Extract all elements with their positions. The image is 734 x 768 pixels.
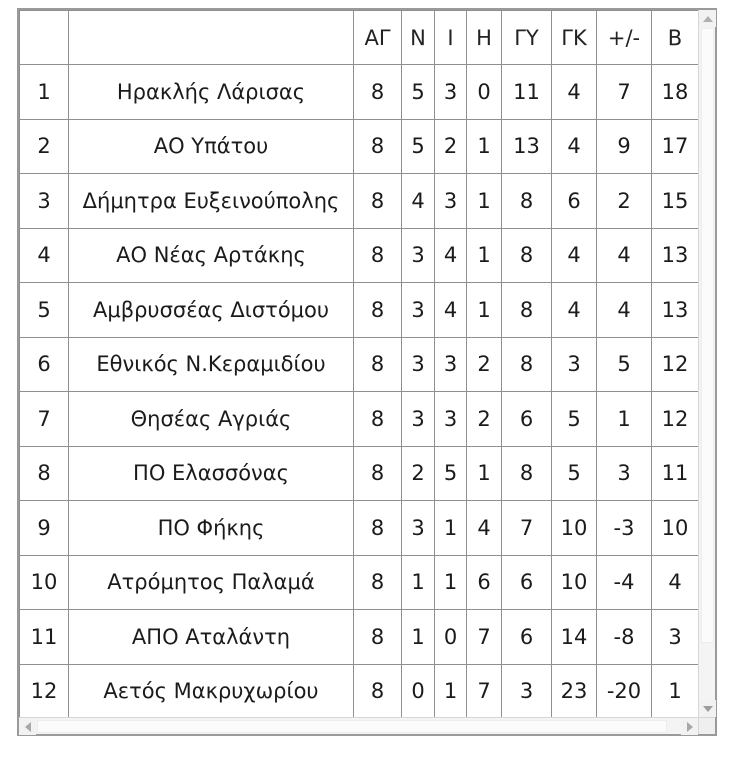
table-row[interactable] [20, 337, 699, 392]
arrow-left-icon [25, 722, 31, 732]
cell-team: Δήμητρα Ευξεινούπολης [69, 174, 354, 229]
cell-goals-for: 13 [502, 119, 552, 174]
cell-goal-diff: 5 [597, 337, 652, 392]
table-row[interactable] [20, 664, 699, 717]
cell-position: 11 [20, 610, 69, 665]
cell-played: 8 [354, 610, 402, 665]
table-row[interactable] [20, 446, 699, 501]
header-position [20, 11, 69, 65]
cell-wins: 3 [402, 501, 435, 556]
cell-losses: 4 [467, 501, 502, 556]
cell-played: 8 [354, 119, 402, 174]
header-losses: Η [467, 11, 502, 65]
cell-goals-for: 6 [502, 610, 552, 665]
cell-goals-for: 6 [502, 392, 552, 447]
cell-goals-for: 8 [502, 337, 552, 392]
cell-draws: 4 [435, 228, 467, 283]
cell-position: 12 [20, 664, 69, 717]
cell-position: 9 [20, 501, 69, 556]
cell-team: Αετός Μακρυχωρίου [69, 664, 354, 717]
cell-goals-against: 4 [552, 65, 597, 120]
cell-position: 7 [20, 392, 69, 447]
table-row[interactable] [20, 555, 699, 610]
cell-position: 8 [20, 446, 69, 501]
table-row[interactable] [20, 65, 699, 120]
cell-goal-diff: 4 [597, 228, 652, 283]
cell-team: Ηρακλής Λάρισας [69, 65, 354, 120]
cell-goals-for: 8 [502, 174, 552, 229]
cell-position: 5 [20, 283, 69, 338]
cell-played: 8 [354, 664, 402, 717]
cell-played: 8 [354, 228, 402, 283]
cell-draws: 3 [435, 337, 467, 392]
cell-draws: 1 [435, 501, 467, 556]
scrollbar-corner [698, 717, 715, 734]
cell-goal-diff: 2 [597, 174, 652, 229]
cell-goals-for: 11 [502, 65, 552, 120]
cell-losses: 1 [467, 228, 502, 283]
header-team [69, 11, 354, 65]
table-row[interactable] [20, 119, 699, 174]
cell-team: ΠΟ Φήκης [69, 501, 354, 556]
standings-viewport [19, 10, 698, 717]
cell-played: 8 [354, 174, 402, 229]
cell-team: ΑΟ Νέας Αρτάκης [69, 228, 354, 283]
cell-losses: 0 [467, 65, 502, 120]
cell-draws: 1 [435, 555, 467, 610]
arrow-up-icon [703, 16, 713, 22]
cell-team: ΑΟ Υπάτου [69, 119, 354, 174]
cell-losses: 1 [467, 283, 502, 338]
scroll-left-button[interactable] [19, 718, 36, 735]
cell-goals-against: 5 [552, 446, 597, 501]
cell-goal-diff: 9 [597, 119, 652, 174]
cell-goals-against: 4 [552, 228, 597, 283]
header-draws: Ι [435, 11, 467, 65]
cell-played: 8 [354, 392, 402, 447]
cell-losses: 6 [467, 555, 502, 610]
cell-played: 8 [354, 555, 402, 610]
cell-goals-for: 7 [502, 501, 552, 556]
cell-draws: 3 [435, 174, 467, 229]
cell-goal-diff: -8 [597, 610, 652, 665]
table-row[interactable] [20, 501, 699, 556]
cell-points: 17 [652, 119, 699, 174]
header-points: Β [652, 11, 699, 65]
cell-points: 12 [652, 392, 699, 447]
cell-team: ΠΟ Ελασσόνας [69, 446, 354, 501]
cell-points: 13 [652, 283, 699, 338]
arrow-down-icon [703, 706, 713, 712]
cell-played: 8 [354, 65, 402, 120]
header-row [20, 11, 699, 65]
header-goal-diff: +/- [597, 11, 652, 65]
scroll-right-button[interactable] [681, 718, 698, 735]
cell-goal-diff: 7 [597, 65, 652, 120]
cell-team: Εθνικός Ν.Κεραμιδίου [69, 337, 354, 392]
cell-losses: 1 [467, 119, 502, 174]
cell-played: 8 [354, 337, 402, 392]
cell-wins: 3 [402, 228, 435, 283]
cell-losses: 1 [467, 446, 502, 501]
table-row[interactable] [20, 610, 699, 665]
cell-played: 8 [354, 501, 402, 556]
cell-points: 4 [652, 555, 699, 610]
cell-played: 8 [354, 446, 402, 501]
cell-losses: 1 [467, 174, 502, 229]
standings-table [19, 10, 698, 717]
cell-position: 10 [20, 555, 69, 610]
cell-wins: 5 [402, 119, 435, 174]
table-body [20, 65, 699, 718]
cell-goals-for: 8 [502, 446, 552, 501]
cell-wins: 3 [402, 337, 435, 392]
cell-points: 18 [652, 65, 699, 120]
cell-goals-against: 4 [552, 119, 597, 174]
cell-draws: 4 [435, 283, 467, 338]
cell-wins: 3 [402, 392, 435, 447]
cell-draws: 2 [435, 119, 467, 174]
cell-team: Αμβρυσσέας Διστόμου [69, 283, 354, 338]
cell-position: 4 [20, 228, 69, 283]
table-row[interactable] [20, 283, 699, 338]
cell-wins: 3 [402, 283, 435, 338]
cell-draws: 3 [435, 392, 467, 447]
cell-points: 11 [652, 446, 699, 501]
cell-goals-against: 23 [552, 664, 597, 717]
table-header [20, 11, 699, 65]
header-goals-for: ΓΥ [502, 11, 552, 65]
cell-draws: 0 [435, 610, 467, 665]
cell-goals-for: 8 [502, 283, 552, 338]
cell-goal-diff: -20 [597, 664, 652, 717]
cell-wins: 1 [402, 610, 435, 665]
scroll-up-button[interactable] [699, 10, 716, 27]
cell-position: 3 [20, 174, 69, 229]
cell-goal-diff: 3 [597, 446, 652, 501]
arrow-right-icon [687, 722, 693, 732]
cell-draws: 5 [435, 446, 467, 501]
cell-goals-against: 10 [552, 501, 597, 556]
header-goals-against: ΓΚ [552, 11, 597, 65]
header-played: ΑΓ [354, 11, 402, 65]
cell-wins: 5 [402, 65, 435, 120]
cell-played: 8 [354, 283, 402, 338]
cell-goals-against: 14 [552, 610, 597, 665]
cell-goals-against: 10 [552, 555, 597, 610]
cell-goal-diff: -4 [597, 555, 652, 610]
cell-points: 10 [652, 501, 699, 556]
cell-team: Ατρόμητος Παλαμά [69, 555, 354, 610]
cell-points: 1 [652, 664, 699, 717]
cell-wins: 1 [402, 555, 435, 610]
vertical-scrollbar[interactable] [698, 10, 715, 717]
cell-goal-diff: 4 [597, 283, 652, 338]
cell-points: 13 [652, 228, 699, 283]
cell-goals-against: 6 [552, 174, 597, 229]
standings-scroll-pane [17, 8, 717, 736]
cell-goals-against: 5 [552, 392, 597, 447]
cell-losses: 2 [467, 337, 502, 392]
cell-goal-diff: 1 [597, 392, 652, 447]
table-row[interactable] [20, 174, 699, 229]
header-wins: Ν [402, 11, 435, 65]
cell-goals-for: 3 [502, 664, 552, 717]
cell-losses: 7 [467, 664, 502, 717]
cell-draws: 1 [435, 664, 467, 717]
horizontal-scrollbar[interactable] [19, 717, 698, 734]
cell-wins: 0 [402, 664, 435, 717]
cell-goals-for: 8 [502, 228, 552, 283]
cell-goals-against: 3 [552, 337, 597, 392]
vertical-scrollbar-thumb[interactable] [701, 28, 714, 643]
cell-goals-against: 4 [552, 283, 597, 338]
cell-position: 6 [20, 337, 69, 392]
cell-wins: 4 [402, 174, 435, 229]
cell-points: 3 [652, 610, 699, 665]
cell-draws: 3 [435, 65, 467, 120]
table-row[interactable] [20, 392, 699, 447]
cell-points: 12 [652, 337, 699, 392]
cell-points: 15 [652, 174, 699, 229]
cell-goals-for: 6 [502, 555, 552, 610]
cell-wins: 2 [402, 446, 435, 501]
cell-team: Θησέας Αγριάς [69, 392, 354, 447]
cell-position: 2 [20, 119, 69, 174]
cell-losses: 2 [467, 392, 502, 447]
cell-losses: 7 [467, 610, 502, 665]
cell-team: ΑΠΟ Αταλάντη [69, 610, 354, 665]
cell-position: 1 [20, 65, 69, 120]
horizontal-scrollbar-thumb[interactable] [37, 720, 667, 733]
table-row[interactable] [20, 228, 699, 283]
cell-goal-diff: -3 [597, 501, 652, 556]
scroll-down-button[interactable] [699, 700, 716, 717]
